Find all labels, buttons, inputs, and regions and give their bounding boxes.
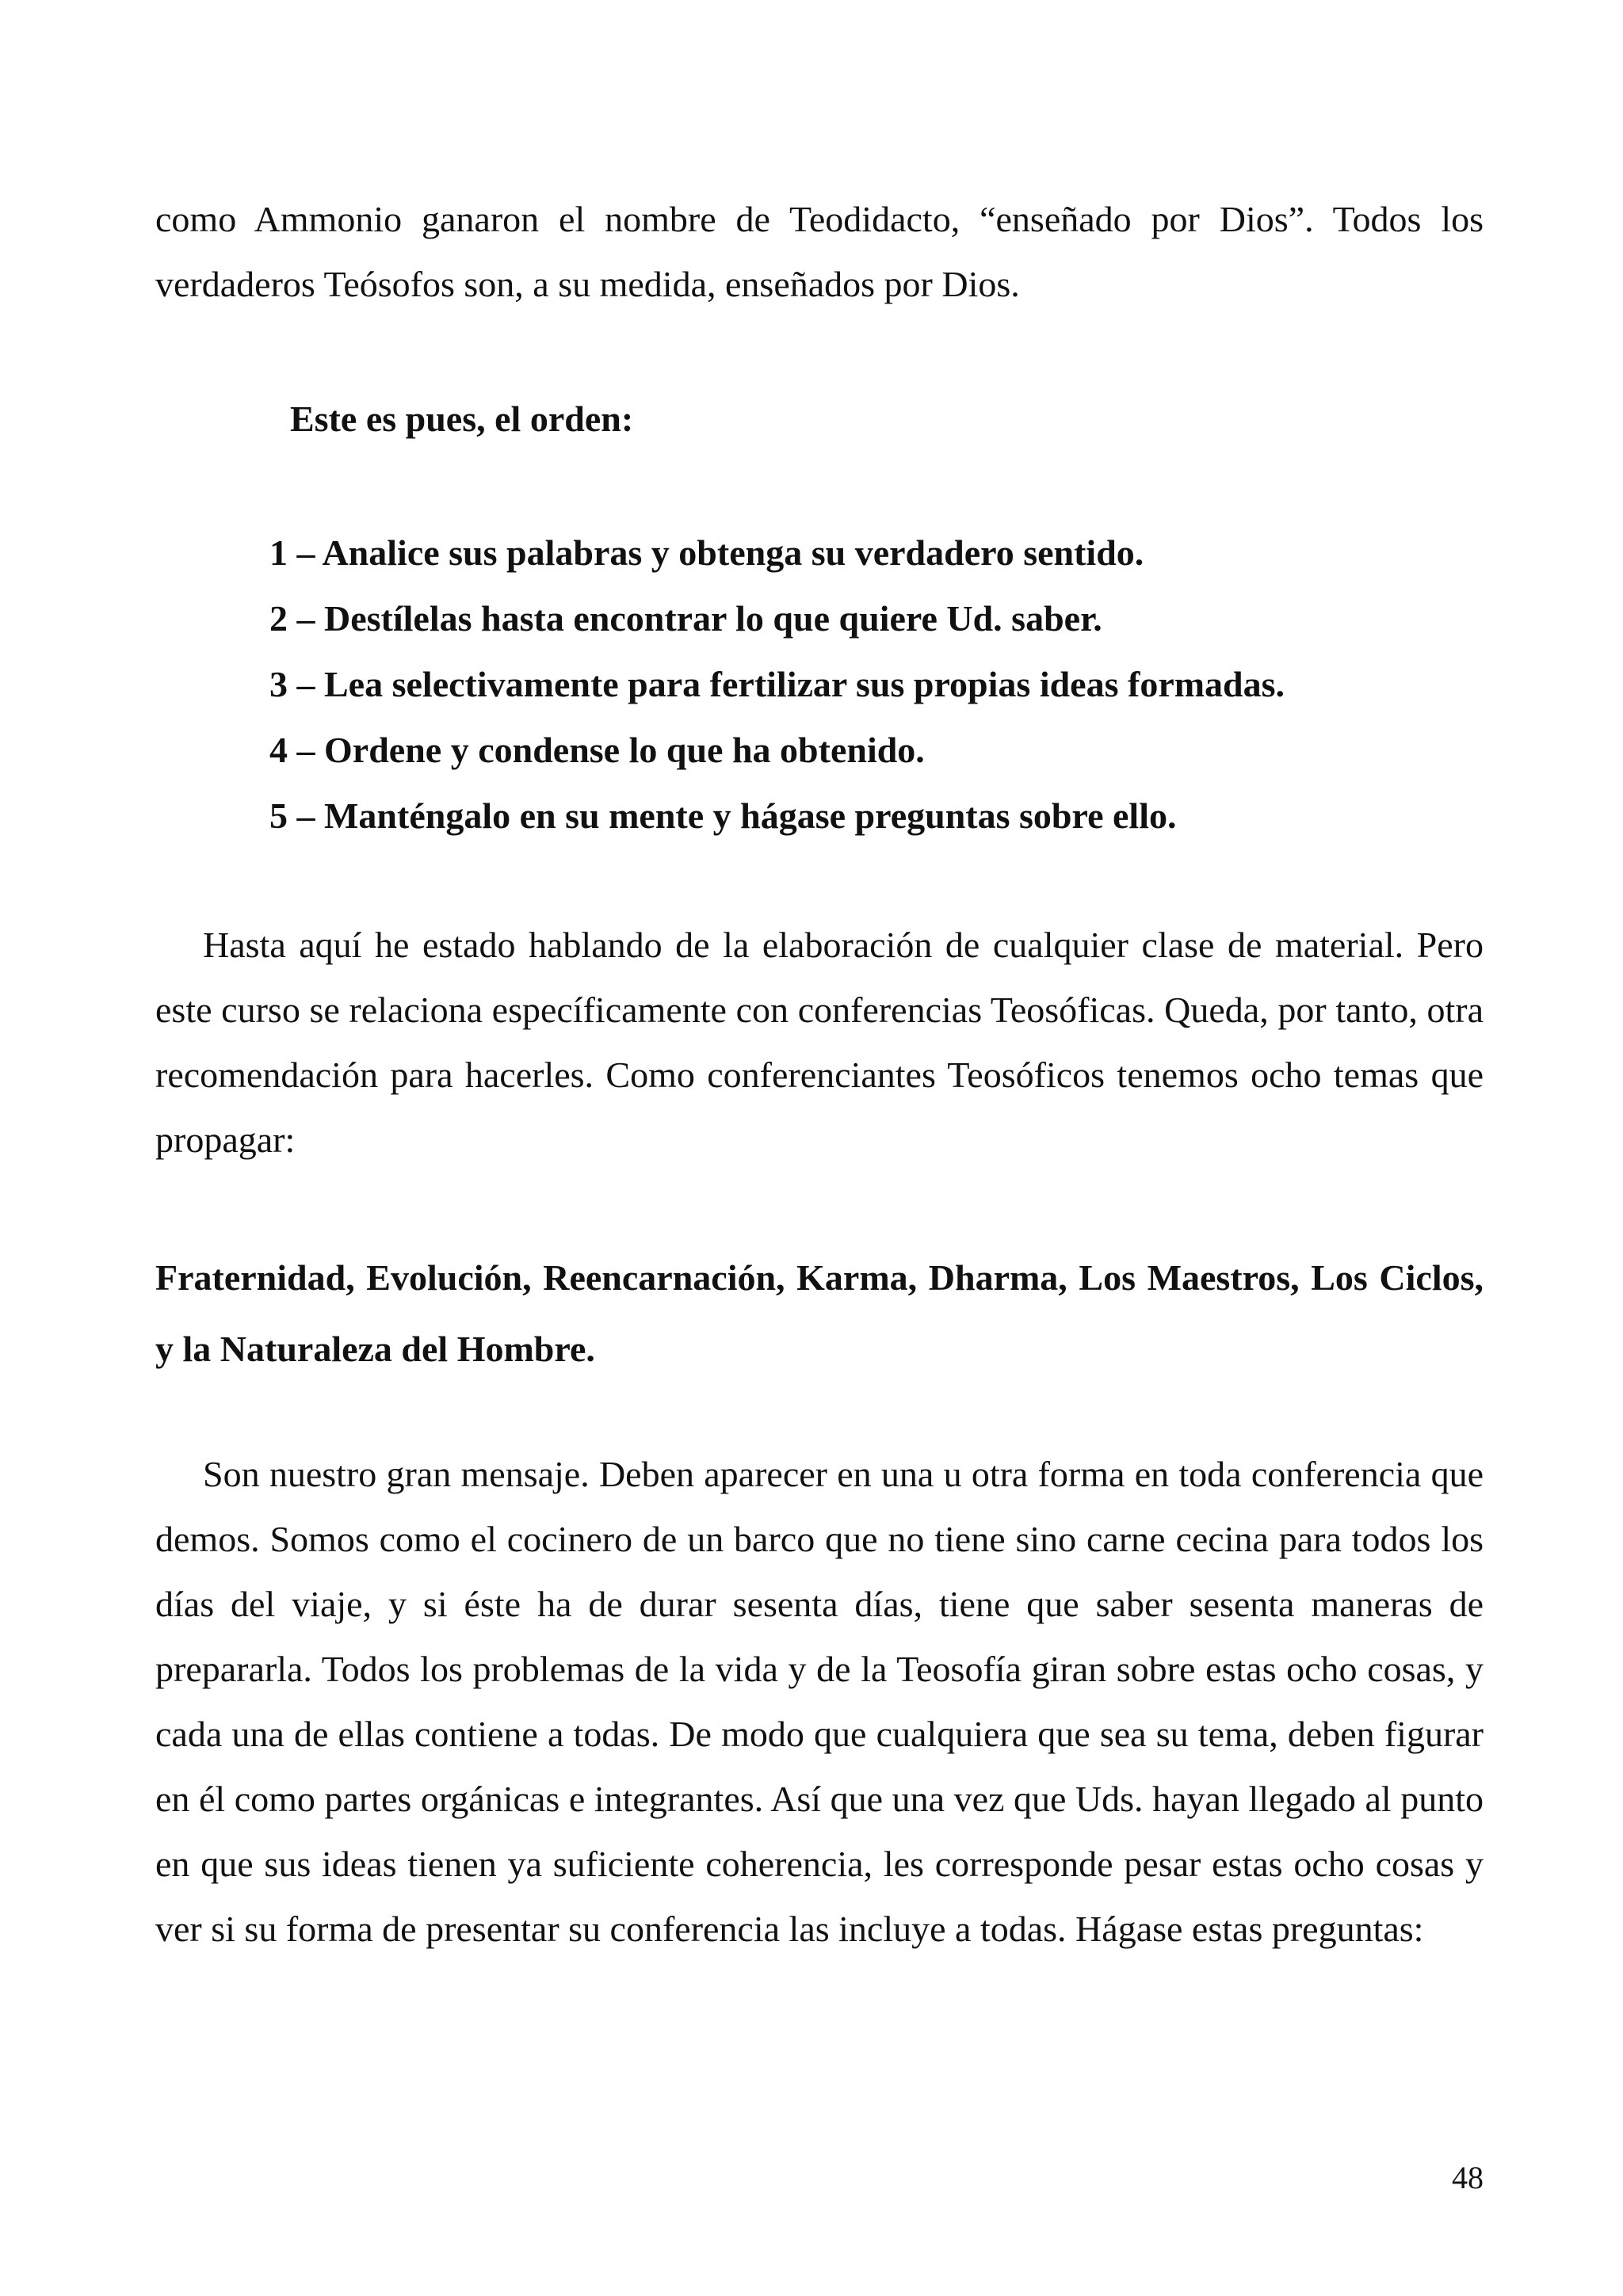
hasta-paragraph: Hasta aquí he estado hablando de la elaboración de cualquier clase de material. Pero este curso se relaciona específicamente con conferencias Teosóficas. Queda, por tanto, otra recomendación para hacerles. Como conferenciantes Teosóficos tenemos ocho temas que propagar: — [155, 925, 1484, 1160]
topics-paragraph: Fraternidad, Evolución, Reencarnación, Karma, Dharma, Los Maestros, Los Ciclos, y la Naturaleza del Hombre. — [155, 1257, 1484, 1369]
steps-list — [269, 520, 1285, 849]
mensaje-paragraph: Son nuestro gran mensaje. Deben aparecer en una u otra forma en toda conferencia que demos. Somos como el cocinero de un barco que no tiene sino carne cecina para todos los días del viaje, y si éste ha de durar sesenta días, tiene que saber sesenta maneras de prepararla. Todos los problemas de la vida y de la Teosofía giran sobre estas ocho cosas, y cada una de ellas contiene a todas. De modo que cualquiera que sea su tema, deben figurar en él como partes orgánicas e integrantes. Así que una vez que Uds. hayan llegado al punto en que sus ideas tienen ya suficiente coherencia, les corresponde pesar estas ocho cosas y ver si su forma de presentar su conferencia las incluye a todas. Hágase estas preguntas: — [155, 1454, 1484, 1949]
list-item: 1 – Analice sus palabras y obtenga su verdadero sentido. — [269, 532, 1144, 573]
list-item: 4 – Ordene y condense lo que ha obtenido. — [269, 730, 925, 770]
intro-paragraph: como Ammonio ganaron el nombre de Teodidacto, “enseñado por Dios”. Todos los verdaderos Teósofos son, a su medida, enseñados por Dios. — [155, 199, 1484, 304]
list-item: 3 – Lea selectivamente para fertilizar sus propias ideas formadas. — [269, 664, 1285, 704]
page-number: 48 — [1452, 2160, 1484, 2195]
order-heading: Este es pues, el orden: — [290, 399, 634, 439]
list-item: 2 – Destílelas hasta encontrar lo que quiere Ud. saber. — [269, 598, 1102, 639]
list-item: 5 – Manténgalo en su mente y hágase preguntas sobre ello. — [269, 795, 1177, 836]
